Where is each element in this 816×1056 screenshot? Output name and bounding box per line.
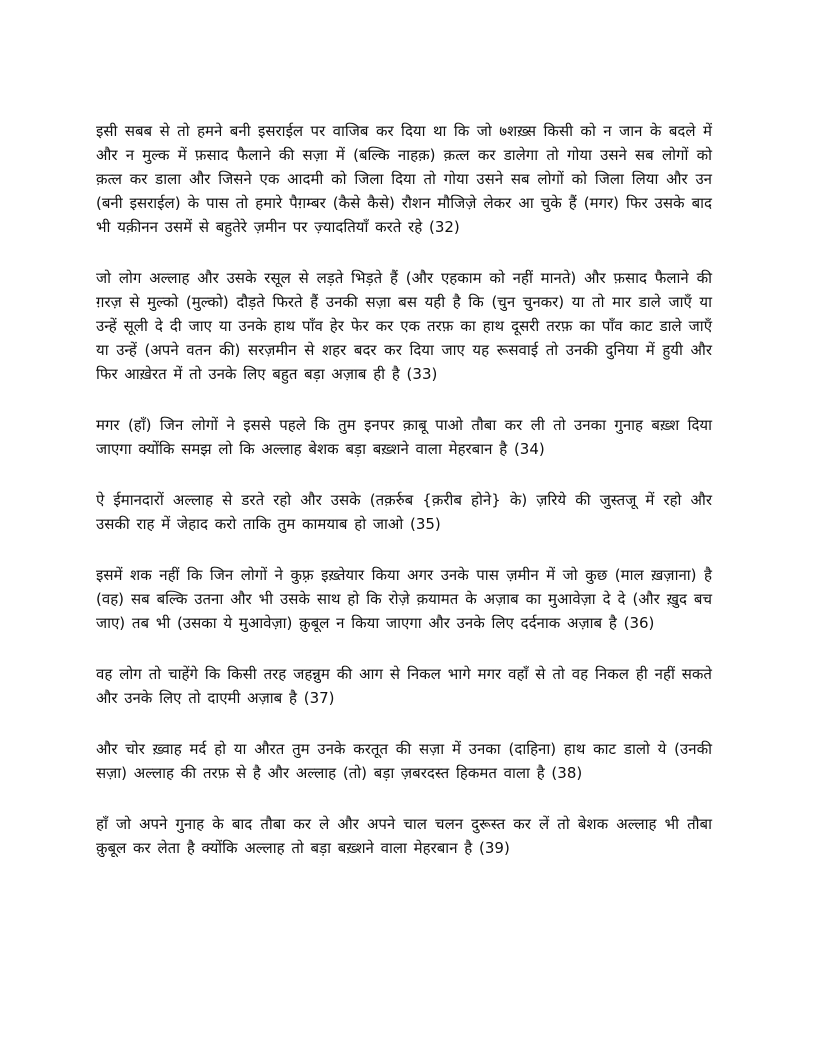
paragraph-verse-33: जो लोग अल्लाह और उसके रसूल से लड़ते भिड़ते हैं (और एहकाम को नहीं मानते) और फ़साद फैलाने की ग़रज़ से मुल्को (मुल्को) दौड़ते फिरते हैं उनकी सज़ा बस यही है कि (चुन चुनकर) या तो मार डाले जाएँ या उन्हें सूली दे दी जाए या उनके हाथ पाँव हेर फेर कर एक तरफ़ का हाथ दूसरी तरफ़ का पाँव काट डाले जाएँ या उन्हें (अपने वतन की) सरज़मीन से शहर बदर कर दिया जाए यह रूसवाई तो उनकी दुनिया में हुयी और फिर आख़ेरत में तो उनके लिए बहुत बड़ा अज़ाब ही है (33) bbox=[96, 269, 712, 383]
paragraph-verse-39: हाँ जो अपने गुनाह के बाद तौबा कर ले और अपने चाल चलन दुरूस्त कर लें तो बेशक अल्लाह भी तौबा क़ुबूल कर लेता है क्योंकि अल्लाह तो बड़ा बख़्शने वाला मेहरबान है (39) bbox=[96, 815, 712, 857]
paragraph-verse-34: मगर (हाँ) जिन लोगों ने इससे पहले कि तुम इनपर क़ाबू पाओ तौबा कर ली तो उनका गुनाह बख़्श दिया जाएगा क्योंकि समझ लो कि अल्लाह बेशक बड़ा बख़्शने वाला मेहरबान है (34) bbox=[96, 416, 712, 458]
paragraph-verse-32: इसी सबब से तो हमने बनी इसराईल पर वाजिब कर दिया था कि जो ७शख़्स किसी को न जान के बदले में और न मुल्क में फ़साद फैलाने की सज़ा में (बल्कि नाहक़) क़त्ल कर डालेगा तो गोया उसने सब लोगों को क़त्ल कर डाला और जिसने एक आदमी को जिला दिया तो गोया उसने सब लोगों को जिला लिया और उन (बनी इसराईल) के पास तो हमारे पैग़म्बर (कैसे कैसे) रौशन मौजिज़े लेकर आ चुके हैं (मगर) फिर उसके बाद भी यक़ीनन उसमें से बहुतेरे ज़मीन पर ज़्यादतियाँ करते रहे (32) bbox=[96, 122, 712, 236]
paragraph-verse-38: और चोर ख़्वाह मर्द हो या औरत तुम उनके करतूत की सज़ा में उनका (दाहिना) हाथ काट डालो ये (उनकी सज़ा) अल्लाह की तरफ़ से है और अल्लाह (तो) बड़ा ज़बरदस्त हिकमत वाला है (38) bbox=[96, 740, 712, 782]
document-body bbox=[96, 119, 712, 887]
paragraph-verse-35: ऐ ईमानदारों अल्लाह से डरते रहो और उसके (तक़र्रुब {क़रीब होने} के) ज़रिये की जुस्तजू में रहो और उसकी राह में जेहाद करो ताकि तुम कामयाब हो जाओ (35) bbox=[96, 491, 712, 533]
paragraph-verse-36: इसमें शक नहीं कि जिन लोगों ने कुफ़्र इख़्तेयार किया अगर उनके पास ज़मीन में जो कुछ (माल ख़ज़ाना) है (वह) सब बल्कि उतना और भी उसके साथ हो कि रोज़े क़यामत के अज़ाब का मुआवेज़ा दे दे (और ख़ुद बच जाए) तब भी (उसका ये मुआवेज़ा) क़ुबूल न किया जाएगा और उनके लिए दर्दनाक अज़ाब है (36) bbox=[96, 566, 712, 632]
paragraph-verse-37: वह लोग तो चाहेंगे कि किसी तरह जहन्नुम की आग से निकल भागे मगर वहाँ से तो वह निकल ही नहीं सकते और उनके लिए तो दाएमी अज़ाब है (37) bbox=[96, 665, 712, 707]
